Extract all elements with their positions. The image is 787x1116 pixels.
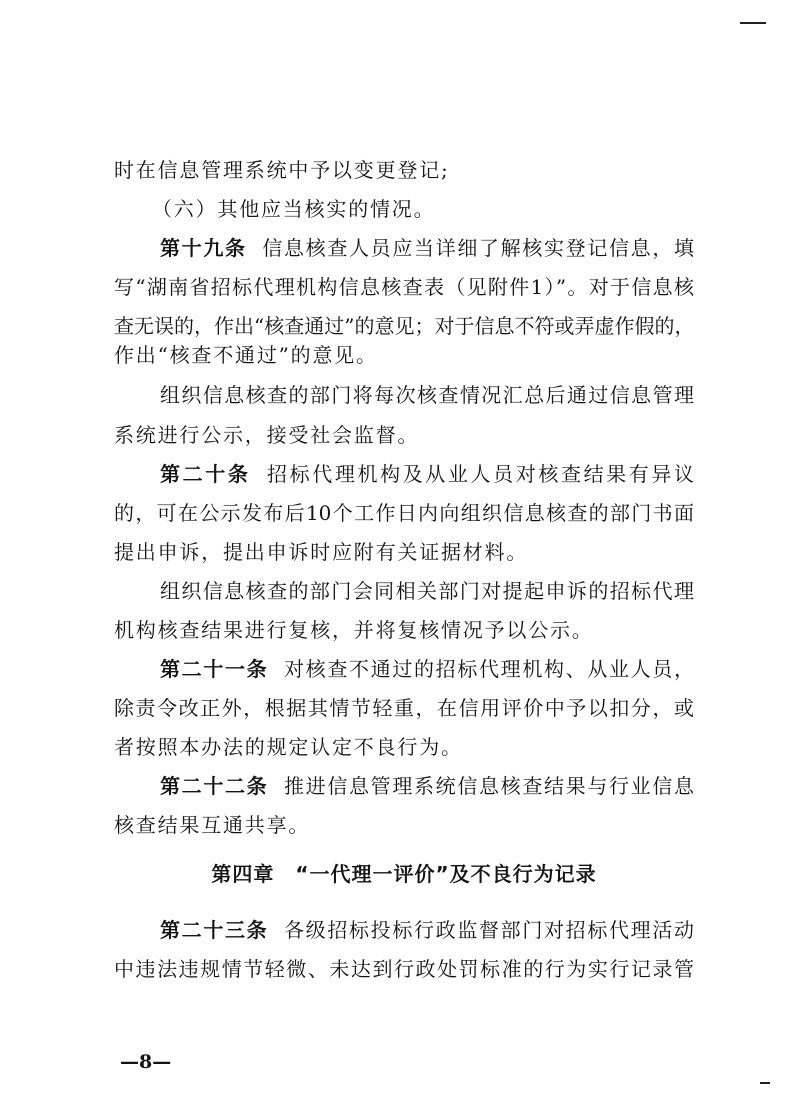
scan-mark-bottom-right xyxy=(760,1082,770,1084)
paragraph-line: 系统进行公示，接受社会监督。 xyxy=(114,423,420,447)
article-19-label: 第十九条 xyxy=(160,236,247,260)
article-20-label: 第二十条 xyxy=(160,462,251,486)
article-20-line: 提出申诉，提出申诉时应附有关证据材料。 xyxy=(114,540,529,564)
article-19-line: 查无误的，作出“核查通过”的意见；对于信息不符或弄虚作假的， xyxy=(114,314,694,338)
article-22-label: 第二十二条 xyxy=(160,774,269,798)
article-23-line: 中违法违规情节轻微、未达到行政处罚标准的行为实行记录管 xyxy=(114,957,694,981)
article-19-line: 第十九条 信息核查人员应当详细了解核实登记信息，填 xyxy=(160,236,694,260)
paragraph-line: 组织信息核查的部门将每次核查情况汇总后通过信息管理 xyxy=(160,383,694,407)
article-21-line: 第二十一条 对核查不通过的招标代理机构、从业人员， xyxy=(160,657,694,681)
paragraph-line: 组织信息核查的部门会同相关部门对提起申诉的招标代理 xyxy=(160,579,694,603)
article-22-line: 第二十二条 推进信息管理系统信息核查结果与行业信息 xyxy=(160,774,694,798)
article-21-line: 除责令改正外，根据其情节轻重，在信用评价中予以扣分，或 xyxy=(114,696,694,720)
paragraph-line: 时在信息管理系统中予以变更登记; xyxy=(114,158,450,182)
page-number: —8— xyxy=(120,1051,172,1073)
article-23-line: 第二十三条 各级招标投标行政监督部门对招标代理活动 xyxy=(160,918,694,942)
article-20-line: 第二十条 招标代理机构及从业人员对核查结果有异议 xyxy=(160,462,694,486)
scan-mark-top-right xyxy=(740,22,766,24)
chapter-heading: 第四章 “一代理一评价”及不良行为记录 xyxy=(211,862,597,886)
article-20-line: 的，可在公示发布后10个工作日内向组织信息核查的部门书面 xyxy=(114,501,694,525)
list-item-6: （六）其他应当核实的情况。 xyxy=(152,197,436,221)
article-19-line: 写“湖南省招标代理机构信息核查表（见附件1）”。对于信息核 xyxy=(114,275,694,299)
paragraph-line: 机构核查结果进行复核，并将复核情况予以公示。 xyxy=(114,618,594,642)
article-23-label: 第二十三条 xyxy=(160,918,269,942)
article-22-line: 核查结果互通共享。 xyxy=(114,813,311,837)
article-21-line: 者按照本办法的规定认定不良行为。 xyxy=(114,735,463,759)
article-21-label: 第二十一条 xyxy=(160,657,269,681)
article-19-line: 作出“核查不通过”的意见。 xyxy=(114,343,378,367)
